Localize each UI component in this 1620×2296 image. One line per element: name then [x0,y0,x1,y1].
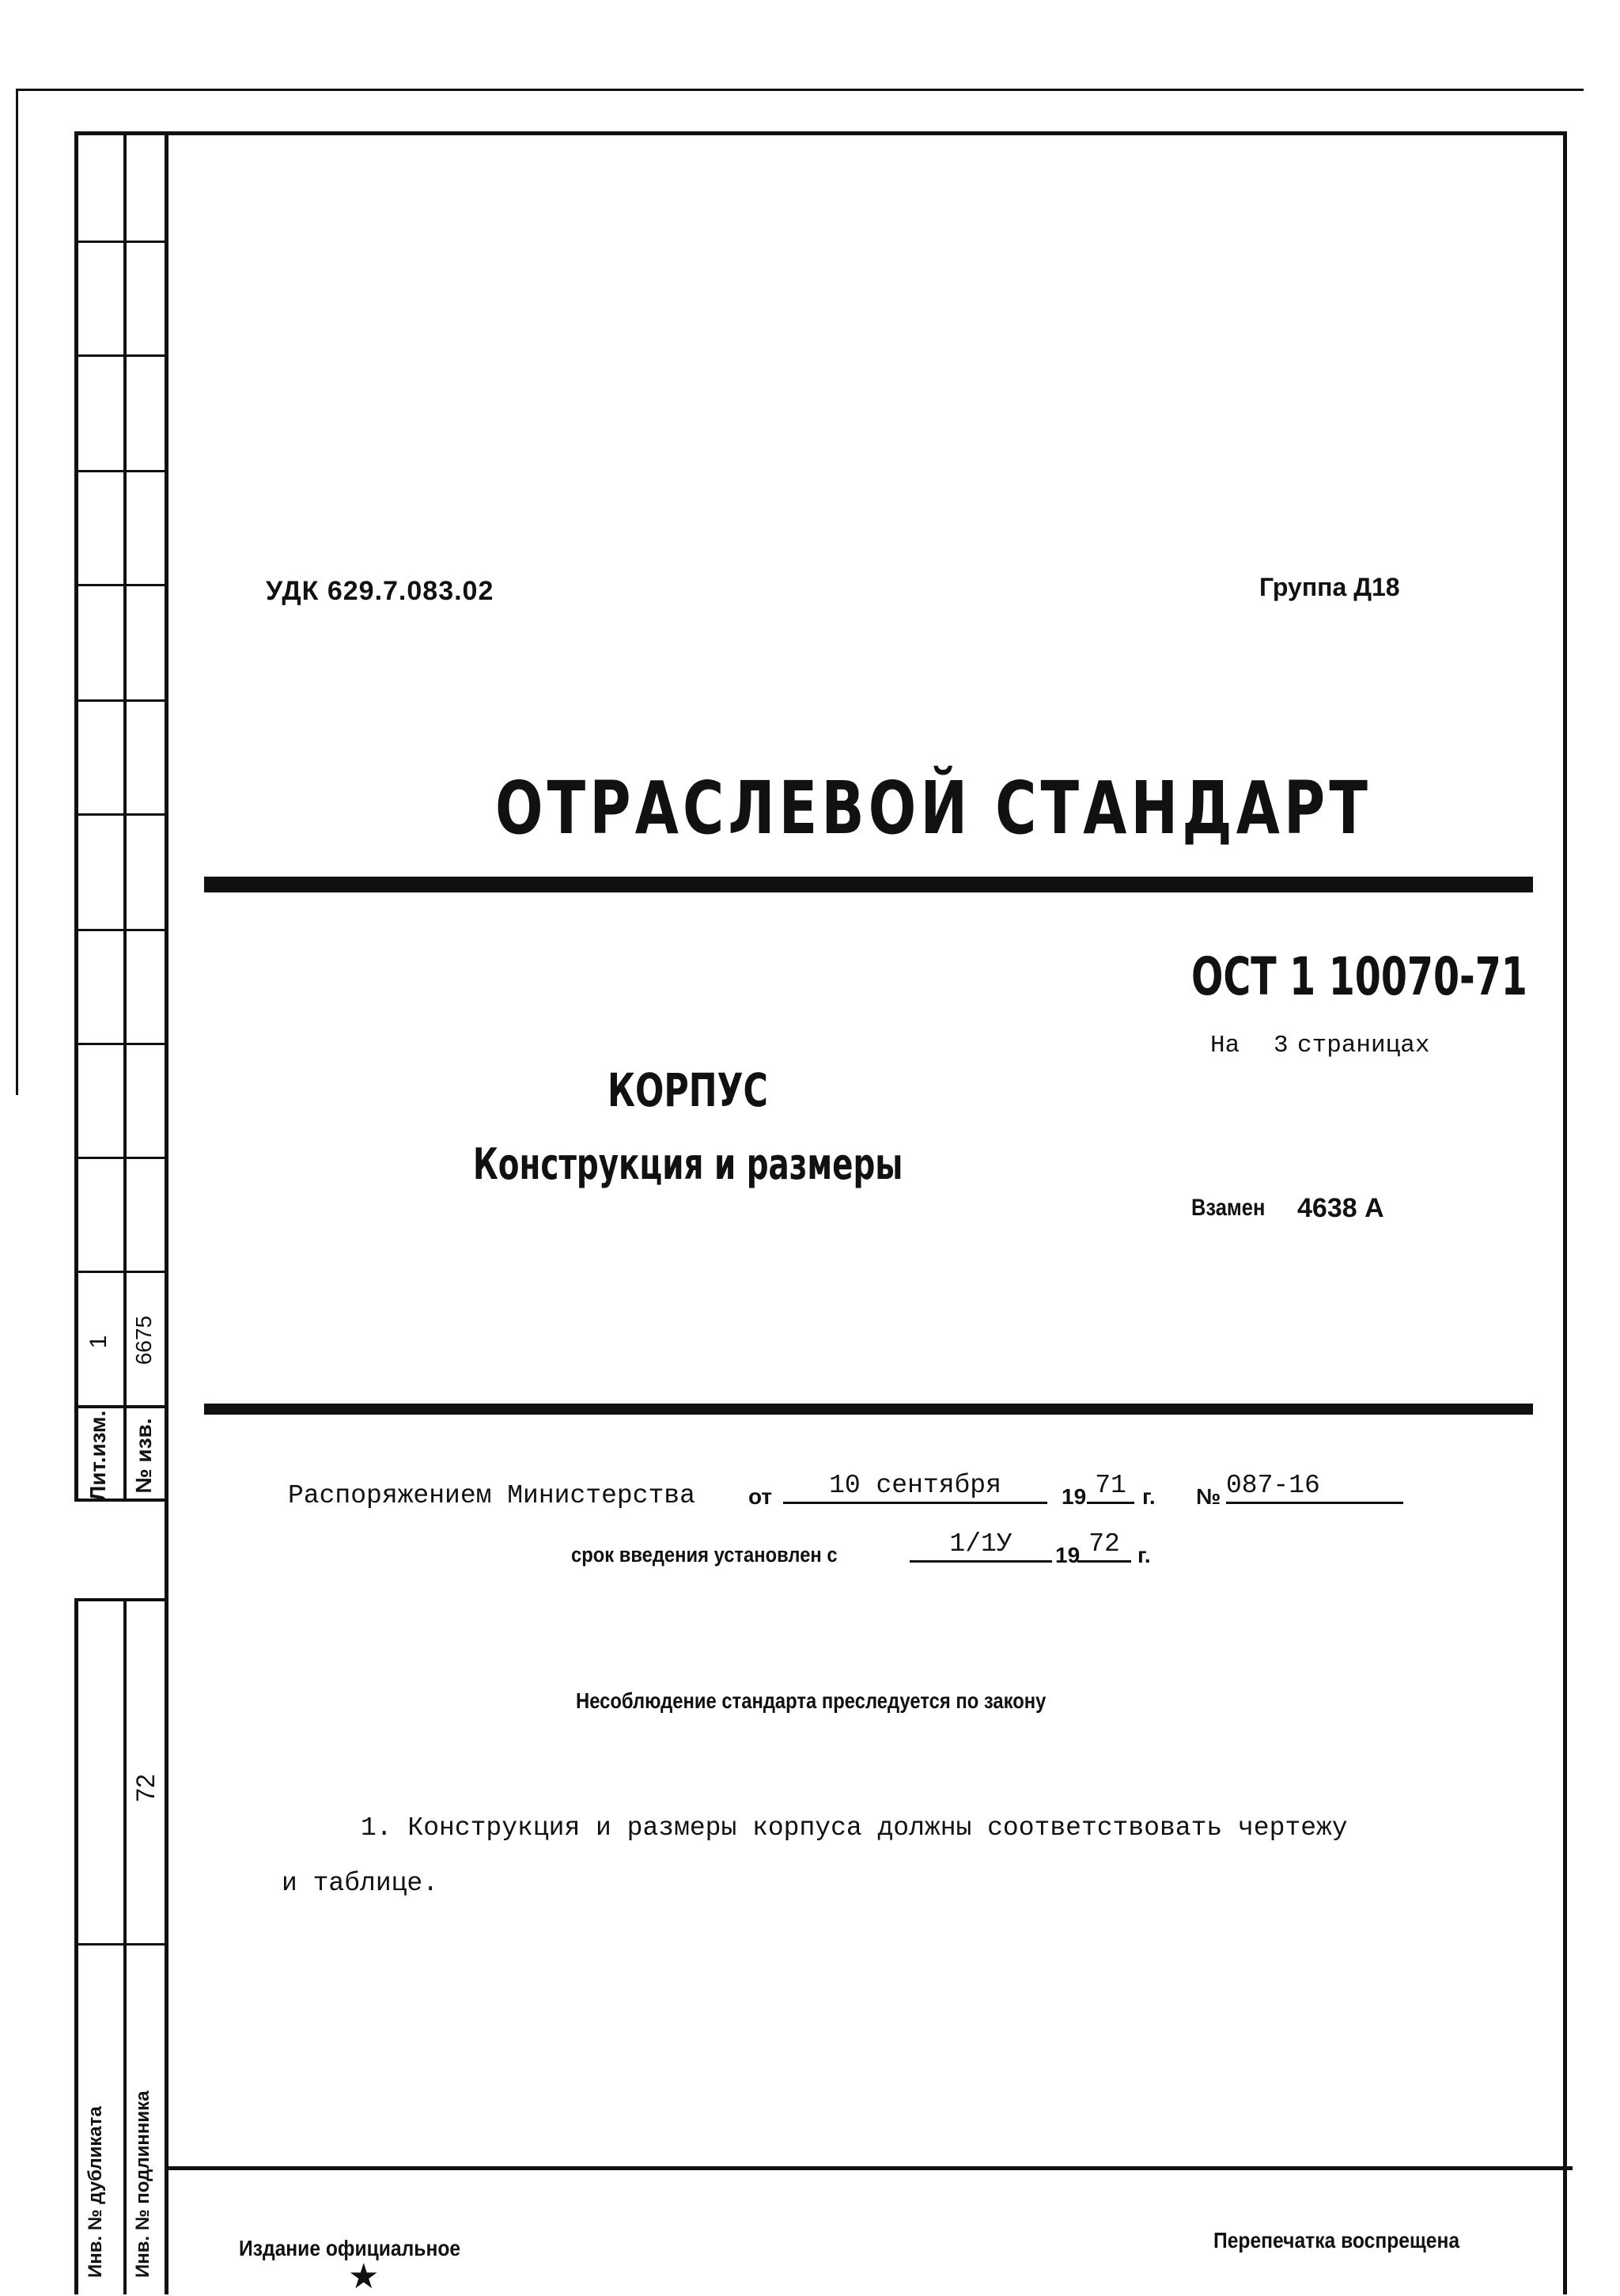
notice-label: № изв. [131,1418,156,1494]
stamp-row-divider [74,241,168,243]
stamp-row-divider [74,1598,168,1601]
group-code: Группа Д18 [1259,573,1400,601]
original-label: Инв. № подлинника [132,2090,153,2278]
paragraph-1-line-1: 1. Конструкция и размеры корпуса должны соответствовать чертежу [361,1813,1348,1843]
stamp-strip-middle [123,131,127,1500]
order-year-prefix: 19 [1062,1484,1087,1509]
paragraph-1-line-2: и таблице. [282,1869,439,1898]
content-left-border [165,131,168,2294]
order-year: 71 [1087,1470,1134,1504]
stamp-strip-lower-middle [123,1598,127,2294]
stamp-strip-lower-left [74,1598,78,2294]
stamp-row-divider [74,1043,168,1045]
stamp-row-divider [74,699,168,702]
effective-year-suffix: г. [1137,1543,1151,1567]
replaces-label: Взамен [1191,1195,1266,1221]
notice-value: 6675 [131,1315,156,1366]
frame-outer-top [16,89,1584,91]
order-from-label: от [748,1484,773,1509]
stamp-strip-left [74,131,78,1500]
standard-number: ОСТ 1 10070-71 [1191,946,1527,1007]
change-value: 1 [85,1335,112,1349]
inventory-value: 72 [131,1774,160,1802]
pages-label: На [1210,1032,1240,1059]
duplicate-label: Инв. № дубликата [85,2106,106,2278]
frame-outer-left [16,89,18,1095]
replaces-value: 4638 А [1297,1193,1384,1223]
subject-name: КОРПУС [608,1063,768,1117]
order-date: 10 сентября [783,1470,1047,1504]
effective-label: срок введения установлен с [571,1543,838,1567]
stamp-row-divider [74,470,168,472]
legal-warning: Несоблюдение стандарта преследуется по закону [576,1688,1047,1713]
section-rule [204,1404,1533,1415]
stamp-row-divider [74,929,168,931]
order-number: 087-16 [1226,1470,1403,1504]
change-label: Лит.изм. [85,1410,110,1502]
reprint-notice: Перепечатка воспрещена [1213,2228,1460,2252]
star-icon: ★ [348,2257,380,2296]
order-number-label: № [1196,1484,1221,1509]
frame-inner-top [74,131,1566,135]
order-prefix: Распоряжением Министерства [288,1481,695,1510]
page-title: ОТРАСЛЕВОЙ СТАНДАРТ [495,766,1372,851]
stamp-row-divider [74,1157,168,1159]
footer-divider [165,2166,1573,2170]
pages-count: 3 [1274,1032,1289,1059]
effective-year: 72 [1077,1529,1131,1563]
stamp-row-divider [74,813,168,816]
stamp-row-divider [74,584,168,586]
title-rule [204,877,1533,892]
stamp-row-divider [74,1943,168,1946]
stamp-row-divider [74,354,168,357]
stamp-row-divider [74,1271,168,1273]
effective-year-prefix: 19 [1055,1543,1081,1567]
pages-word: страницах [1297,1032,1430,1059]
frame-right [1563,131,1567,2294]
subject-subtitle: Конструкция и размеры [473,1139,903,1189]
effective-date: 1/1У [910,1529,1052,1563]
udk-code: УДК 629.7.083.02 [266,576,494,606]
edition-label: Издание официальное [239,2236,461,2260]
order-year-suffix: г. [1142,1484,1156,1509]
